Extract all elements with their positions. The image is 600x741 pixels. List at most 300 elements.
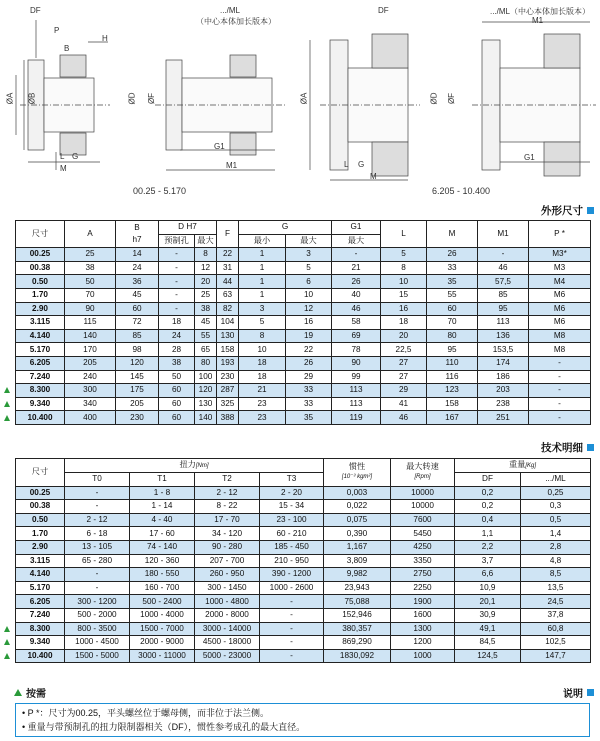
blue-square-icon	[587, 689, 594, 696]
table-cell: -	[260, 595, 324, 609]
col-p: P *	[529, 221, 591, 248]
table-cell: 60	[116, 302, 159, 316]
table-cell: 44	[217, 275, 239, 289]
table-cell: -	[478, 248, 529, 262]
table-cell: 3,809	[324, 554, 391, 568]
size-cell: 7.240	[16, 370, 65, 384]
table-cell: 18	[239, 356, 286, 370]
note-line: • 重量与带预制孔的扭力限制器相关（DF），惯性参考成孔的最大直径。	[22, 722, 306, 732]
table-cell: 2 - 20	[260, 486, 324, 500]
table-cell: 390 - 1200	[260, 568, 324, 582]
table-cell: 300 - 1450	[195, 581, 260, 595]
drawing-label-df: DF	[30, 6, 41, 15]
size-range-right: 6.205 - 10.400	[432, 186, 491, 196]
col-t2: T2	[195, 473, 260, 487]
green-triangle-icon	[4, 639, 10, 645]
table-cell: 8,5	[521, 568, 591, 582]
table-row	[16, 636, 591, 650]
table-cell: 20	[195, 275, 217, 289]
table-cell: 1 - 8	[130, 486, 195, 500]
drawing-label-ml-right: .../ML（中心本体加长版本）	[490, 7, 591, 16]
table-cell: 60,8	[521, 622, 591, 636]
notes-right-header	[563, 685, 594, 700]
table-cell: 18	[159, 316, 195, 330]
table-cell: M3*	[529, 248, 591, 262]
table-cell: 24	[116, 261, 159, 275]
col-b-label: B	[134, 223, 140, 233]
dims-table	[15, 220, 591, 425]
table-cell: 0,003	[324, 486, 391, 500]
drawing-label-b: B	[64, 44, 70, 53]
table-cell: 99	[332, 370, 381, 384]
table-cell: 95	[478, 302, 529, 316]
size-cell: 5.170	[16, 343, 65, 357]
col-speed-label: 最大转速	[406, 462, 439, 472]
table-cell: -	[529, 411, 591, 425]
table-cell: 102,5	[521, 636, 591, 650]
table-cell: 46	[381, 411, 427, 425]
col-l: L	[381, 221, 427, 248]
table-cell: 116	[427, 370, 478, 384]
table-cell: 30,9	[455, 608, 521, 622]
size-cell: 4.140	[16, 568, 65, 582]
table-cell: 3	[239, 302, 286, 316]
table-cell: 500 - 2000	[65, 608, 130, 622]
col-size: 尺寸	[16, 459, 65, 487]
table-cell: 35	[427, 275, 478, 289]
table-cell: -	[260, 636, 324, 650]
drawing-label-g: G	[72, 152, 79, 161]
col-g1: G1	[332, 221, 381, 235]
table-cell: 12	[286, 302, 332, 316]
table-cell: 113	[478, 316, 529, 330]
size-cell: 7.240	[16, 608, 65, 622]
drawing-label-phi-d-right: ØD	[429, 92, 439, 105]
table-cell: 160 - 700	[130, 581, 195, 595]
drawing-label-df-right: DF	[378, 6, 389, 15]
table-cell: 28	[159, 343, 195, 357]
drawing-label-phi-a: ØA	[5, 92, 15, 105]
col-a: A	[65, 221, 116, 248]
col-f: F	[217, 221, 239, 248]
table-cell: 7600	[391, 513, 455, 527]
table-cell: 98	[116, 343, 159, 357]
table-row	[16, 513, 591, 527]
table-cell: 60	[159, 397, 195, 411]
table-cell: 124,5	[455, 649, 521, 663]
drawing-label-m1: M1	[226, 161, 238, 170]
table-cell: 205	[65, 356, 116, 370]
drawing-label-l-right: L	[344, 160, 349, 169]
table-cell: 46	[332, 302, 381, 316]
table-cell: 27	[381, 370, 427, 384]
size-cell: 4.140	[16, 329, 65, 343]
table-row	[16, 316, 591, 330]
table-cell: 110	[427, 356, 478, 370]
table-cell: 20	[381, 329, 427, 343]
note-line: • P *：尺寸为00.25，平头螺丝位于螺母侧，而非位于法兰侧。	[22, 708, 270, 718]
table-cell: 1000 - 4800	[195, 595, 260, 609]
table-cell: 158	[217, 343, 239, 357]
table-cell: 230	[116, 411, 159, 425]
table-cell: 9,982	[324, 568, 391, 582]
table-cell: -	[159, 275, 195, 289]
tech-table	[15, 458, 591, 663]
table-cell: 869,290	[324, 636, 391, 650]
size-cell: 00.38	[16, 500, 65, 514]
table-cell: 0,3	[521, 500, 591, 514]
green-triangle-icon	[4, 415, 10, 421]
table-cell: 36	[116, 275, 159, 289]
table-cell: 50	[65, 275, 116, 289]
table-cell: 174	[478, 356, 529, 370]
size-cell: 3.115	[16, 554, 65, 568]
table-cell: 1200	[391, 636, 455, 650]
table-cell: 1000 - 2600	[260, 581, 324, 595]
table-cell: 175	[116, 384, 159, 398]
col-weight-label: 重量	[508, 460, 526, 469]
table-cell: 0,2	[455, 486, 521, 500]
table-cell: 38	[159, 356, 195, 370]
col-torque	[65, 459, 324, 473]
table-row	[16, 370, 591, 384]
table-cell: 203	[478, 384, 529, 398]
table-cell: 65	[195, 343, 217, 357]
drawing-label-g-right: G	[358, 160, 365, 169]
col-w-df: DF	[455, 473, 521, 487]
table-cell: 78	[332, 343, 381, 357]
table-cell: 22	[217, 248, 239, 262]
table-cell: 23	[239, 411, 286, 425]
table-cell: 1500 - 5000	[65, 649, 130, 663]
table-cell: 15	[381, 288, 427, 302]
size-cell: 3.115	[16, 316, 65, 330]
table-cell: 100	[195, 370, 217, 384]
table-cell: 2750	[391, 568, 455, 582]
size-cell: 8.300	[16, 384, 65, 398]
table-cell: 58	[332, 316, 381, 330]
table-cell: 82	[217, 302, 239, 316]
table-cell: 0,4	[455, 513, 521, 527]
table-row	[16, 356, 591, 370]
table-cell: 46	[478, 261, 529, 275]
table-cell: 1000 - 4500	[65, 636, 130, 650]
table-cell: M6	[529, 302, 591, 316]
drawing-label-l: L	[60, 152, 65, 161]
table-cell: 13 - 105	[65, 540, 130, 554]
table-cell: 3	[286, 248, 332, 262]
size-cell: 9.340	[16, 636, 65, 650]
table-cell: 6	[286, 275, 332, 289]
table-cell: 57,5	[478, 275, 529, 289]
col-g-max: 最大	[286, 234, 332, 248]
dims-title-text: 外形尺寸	[541, 205, 583, 217]
size-cell: 1.70	[16, 288, 65, 302]
table-cell: 26	[332, 275, 381, 289]
size-cell: 2.90	[16, 302, 65, 316]
table-cell: 1300	[391, 622, 455, 636]
table-cell: 287	[217, 384, 239, 398]
table-cell: 25	[65, 248, 116, 262]
drawing-label-phi-d: ØD	[127, 92, 137, 105]
col-inertia	[324, 459, 391, 487]
col-inertia-unit: [10⁻³ kgm²]	[341, 474, 373, 481]
col-d: D H7	[159, 221, 217, 235]
table-cell: 113	[332, 384, 381, 398]
size-cell: 6.205	[16, 356, 65, 370]
table-cell: 8	[239, 329, 286, 343]
table-cell: 380,357	[324, 622, 391, 636]
table-cell: 2250	[391, 581, 455, 595]
col-weight-unit: [Kg]	[525, 463, 537, 469]
table-row	[16, 261, 591, 275]
table-row	[16, 608, 591, 622]
table-cell: 80	[427, 329, 478, 343]
table-cell: 251	[478, 411, 529, 425]
table-row	[16, 622, 591, 636]
notes-left-title: 按需	[26, 689, 46, 700]
table-cell: 3,7	[455, 554, 521, 568]
table-cell: 75,088	[324, 595, 391, 609]
table-cell: 14	[116, 248, 159, 262]
table-cell: 41	[381, 397, 427, 411]
table-cell: 210 - 950	[260, 554, 324, 568]
col-t3: T3	[260, 473, 324, 487]
table-cell: 25	[195, 288, 217, 302]
table-cell: 24,5	[521, 595, 591, 609]
table-row	[16, 302, 591, 316]
table-cell: 85	[478, 288, 529, 302]
table-cell: 260 - 950	[195, 568, 260, 582]
table-cell: 95	[427, 343, 478, 357]
table-row	[16, 649, 591, 663]
table-cell: 33	[286, 384, 332, 398]
table-cell: 10	[286, 288, 332, 302]
table-cell: -	[159, 288, 195, 302]
table-cell: 4 - 40	[130, 513, 195, 527]
table-cell: 74 - 140	[130, 540, 195, 554]
col-inertia-label: 惯性	[348, 462, 366, 472]
table-cell: 5450	[391, 527, 455, 541]
table-cell: 136	[478, 329, 529, 343]
table-cell: 23 - 100	[260, 513, 324, 527]
table-cell: -	[529, 356, 591, 370]
drawing-label-phi-f: ØF	[147, 92, 157, 105]
table-cell: 5	[239, 316, 286, 330]
col-m: M	[427, 221, 478, 248]
table-cell: 800 - 3500	[65, 622, 130, 636]
table-cell: 29	[381, 384, 427, 398]
size-cell: 5.170	[16, 581, 65, 595]
table-row	[16, 581, 591, 595]
table-cell: 207 - 700	[195, 554, 260, 568]
table-cell: 22,5	[381, 343, 427, 357]
table-cell: 0,022	[324, 500, 391, 514]
table-cell: 300	[65, 384, 116, 398]
table-cell: 120 - 360	[130, 554, 195, 568]
drawing-label-ml-note: （中心本体加长版本）	[196, 17, 276, 26]
table-cell: 60	[159, 384, 195, 398]
table-cell: -	[65, 581, 130, 595]
table-cell: 70	[427, 316, 478, 330]
table-cell: 1600	[391, 608, 455, 622]
size-cell: 2.90	[16, 540, 65, 554]
drawing-label-m-right: M	[370, 172, 377, 181]
table-cell: 80	[195, 356, 217, 370]
col-torque-unit: [Nm]	[195, 463, 209, 469]
table-cell: 60	[159, 411, 195, 425]
table-cell: 22	[286, 343, 332, 357]
table-cell: 60	[427, 302, 478, 316]
table-cell: 50	[159, 370, 195, 384]
green-triangle-icon	[4, 653, 10, 659]
table-cell: 4,8	[521, 554, 591, 568]
table-cell: M6	[529, 316, 591, 330]
table-cell: 1	[239, 261, 286, 275]
table-cell: 37,8	[521, 608, 591, 622]
table-cell: 0,2	[455, 500, 521, 514]
col-d-pre: 预制孔	[159, 234, 195, 248]
table-cell: 38	[195, 302, 217, 316]
table-cell: 3000 - 11000	[130, 649, 195, 663]
drawing-label-ml: .../ML	[220, 6, 241, 15]
table-cell: 2,8	[521, 540, 591, 554]
table-cell: 1	[239, 248, 286, 262]
drawing-label-phi-a-right: ØA	[299, 92, 309, 105]
table-row	[16, 540, 591, 554]
table-cell: 120	[116, 356, 159, 370]
table-cell: 130	[195, 397, 217, 411]
table-cell: 90 - 280	[195, 540, 260, 554]
table-cell: 5000 - 23000	[195, 649, 260, 663]
table-cell: -	[159, 261, 195, 275]
table-cell: 72	[116, 316, 159, 330]
size-cell: 9.340	[16, 397, 65, 411]
size-cell: 00.25	[16, 248, 65, 262]
table-cell: 1000	[391, 649, 455, 663]
table-cell: 130	[217, 329, 239, 343]
table-cell: 400	[65, 411, 116, 425]
table-cell: 17 - 60	[130, 527, 195, 541]
table-cell: 8 - 22	[195, 500, 260, 514]
table-row	[16, 329, 591, 343]
table-cell: 10	[239, 343, 286, 357]
table-cell: 31	[217, 261, 239, 275]
table-cell: 12	[195, 261, 217, 275]
col-g1-max: 最大	[332, 234, 381, 248]
table-cell: 4250	[391, 540, 455, 554]
table-cell: M8	[529, 329, 591, 343]
table-cell: M8	[529, 343, 591, 357]
green-triangle-icon	[4, 626, 10, 632]
table-cell: -	[529, 370, 591, 384]
col-torque-label: 扭力	[179, 460, 196, 469]
table-row	[16, 500, 591, 514]
drawing-label-m: M	[60, 164, 67, 173]
notes-box	[15, 703, 590, 737]
size-cell: 00.25	[16, 486, 65, 500]
table-cell: 240	[65, 370, 116, 384]
notes-right-title: 说明	[563, 689, 583, 700]
table-cell: -	[260, 608, 324, 622]
table-cell: 340	[65, 397, 116, 411]
table-cell: 123	[427, 384, 478, 398]
table-cell: M3	[529, 261, 591, 275]
table-cell: 84,5	[455, 636, 521, 650]
drawing-label-h: H	[102, 34, 108, 43]
table-cell: 90	[65, 302, 116, 316]
table-cell: 23,943	[324, 581, 391, 595]
green-triangle-icon	[4, 387, 10, 393]
table-cell: 60 - 210	[260, 527, 324, 541]
table-cell: 1 - 14	[130, 500, 195, 514]
table-cell: 185 - 450	[260, 540, 324, 554]
table-cell: 1900	[391, 595, 455, 609]
table-row	[16, 411, 591, 425]
table-cell: 10000	[391, 500, 455, 514]
table-cell: 2 - 12	[195, 486, 260, 500]
table-cell: 500 - 2400	[130, 595, 195, 609]
table-cell: 3350	[391, 554, 455, 568]
size-cell: 00.38	[16, 261, 65, 275]
table-cell: 1000 - 4000	[130, 608, 195, 622]
col-t0: T0	[65, 473, 130, 487]
table-cell: -	[65, 568, 130, 582]
table-cell: 120	[195, 384, 217, 398]
table-cell: 1	[239, 275, 286, 289]
table-cell: 1,1	[455, 527, 521, 541]
table-row	[16, 554, 591, 568]
table-cell: -	[529, 397, 591, 411]
table-cell: 113	[332, 397, 381, 411]
table-cell: 230	[217, 370, 239, 384]
table-cell: 180 - 550	[130, 568, 195, 582]
table-cell: 26	[286, 356, 332, 370]
table-cell: 119	[332, 411, 381, 425]
col-weight	[455, 459, 591, 473]
drawing-label-p: P	[54, 26, 60, 35]
table-row	[16, 384, 591, 398]
table-row	[16, 275, 591, 289]
table-cell: 147,7	[521, 649, 591, 663]
table-cell: 18	[381, 316, 427, 330]
table-cell: 23	[239, 397, 286, 411]
table-cell: 5	[286, 261, 332, 275]
drawing-label-m1-right: M1	[532, 16, 544, 25]
table-row	[16, 595, 591, 609]
size-range-left: 00.25 - 5.170	[133, 186, 187, 196]
table-cell: M6	[529, 288, 591, 302]
blue-square-icon	[587, 207, 594, 214]
table-cell: 388	[217, 411, 239, 425]
table-cell: 55	[195, 329, 217, 343]
table-cell: 1830,092	[324, 649, 391, 663]
table-cell: 18	[239, 370, 286, 384]
table-cell: 70	[65, 288, 116, 302]
table-cell: 19	[286, 329, 332, 343]
table-cell: 10	[381, 275, 427, 289]
size-cell: 6.205	[16, 595, 65, 609]
table-cell: 8	[195, 248, 217, 262]
table-cell: 45	[116, 288, 159, 302]
table-cell: 104	[217, 316, 239, 330]
col-d-max: 最大	[195, 234, 217, 248]
table-cell: 63	[217, 288, 239, 302]
size-cell: 1.70	[16, 527, 65, 541]
table-cell: 21	[239, 384, 286, 398]
table-cell: 158	[427, 397, 478, 411]
table-row	[16, 397, 591, 411]
